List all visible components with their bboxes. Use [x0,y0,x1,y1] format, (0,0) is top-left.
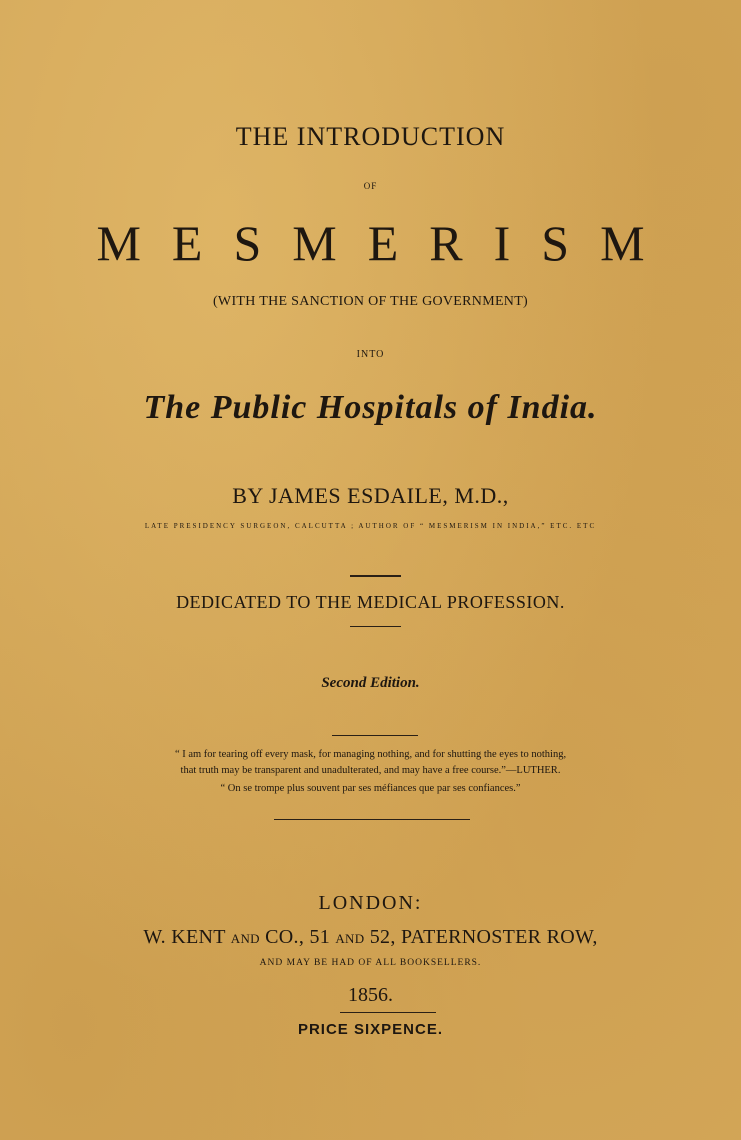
publisher-and: AND [335,931,365,946]
of-line: OF [363,181,378,191]
author-line: BY JAMES ESDAILE, M.D., [232,483,509,508]
imprint-publisher [0,926,741,949]
divider-rule [350,626,401,627]
publisher-and: AND [230,931,260,946]
imprint-booksellers: AND MAY BE HAD OF ALL BOOKSELLERS. [259,958,482,968]
epigraph-line: “ I am for tearing off every mask, for managing nothing, and for shutting the eyes to nothing, [174,749,567,760]
publisher-name: W. KENT [143,926,226,948]
author-credentials: LATE PRESIDENCY SURGEON, CALCUTTA ; AUTHOR OF “ MESMERISM IN INDIA,” ETC. ETC [144,522,597,530]
into-line: INTO [356,349,385,360]
divider-rule [332,735,418,736]
imprint-year: 1856. [348,984,393,1006]
publisher-number: CO., 51 [265,926,331,948]
publisher-address: 52, PATERNOSTER ROW, [369,926,598,948]
divider-rule [340,1012,436,1013]
sanction-line: (WITH THE SANCTION OF THE GOVERNMENT) [212,294,529,309]
epigraph-line: “ On se trompe plus souvent par ses méfiances que par ses confiances.” [220,783,521,794]
main-title: MESMERISM [96,215,676,271]
edition-line: Second Edition. [321,675,420,691]
dedication: DEDICATED TO THE MEDICAL PROFESSION. [176,592,565,612]
epigraph-line: that truth may be transparent and unadulterated, and may have a free course.”—LUTHER. [180,765,561,776]
divider-rule [274,819,470,820]
price-line: PRICE SIXPENCE. [297,1021,444,1038]
divider-rule [350,575,401,577]
imprint-city: LONDON: [318,892,423,914]
title-line: THE INTRODUCTION [235,122,506,151]
gothic-title: The Public Hospitals of India. [143,389,598,426]
